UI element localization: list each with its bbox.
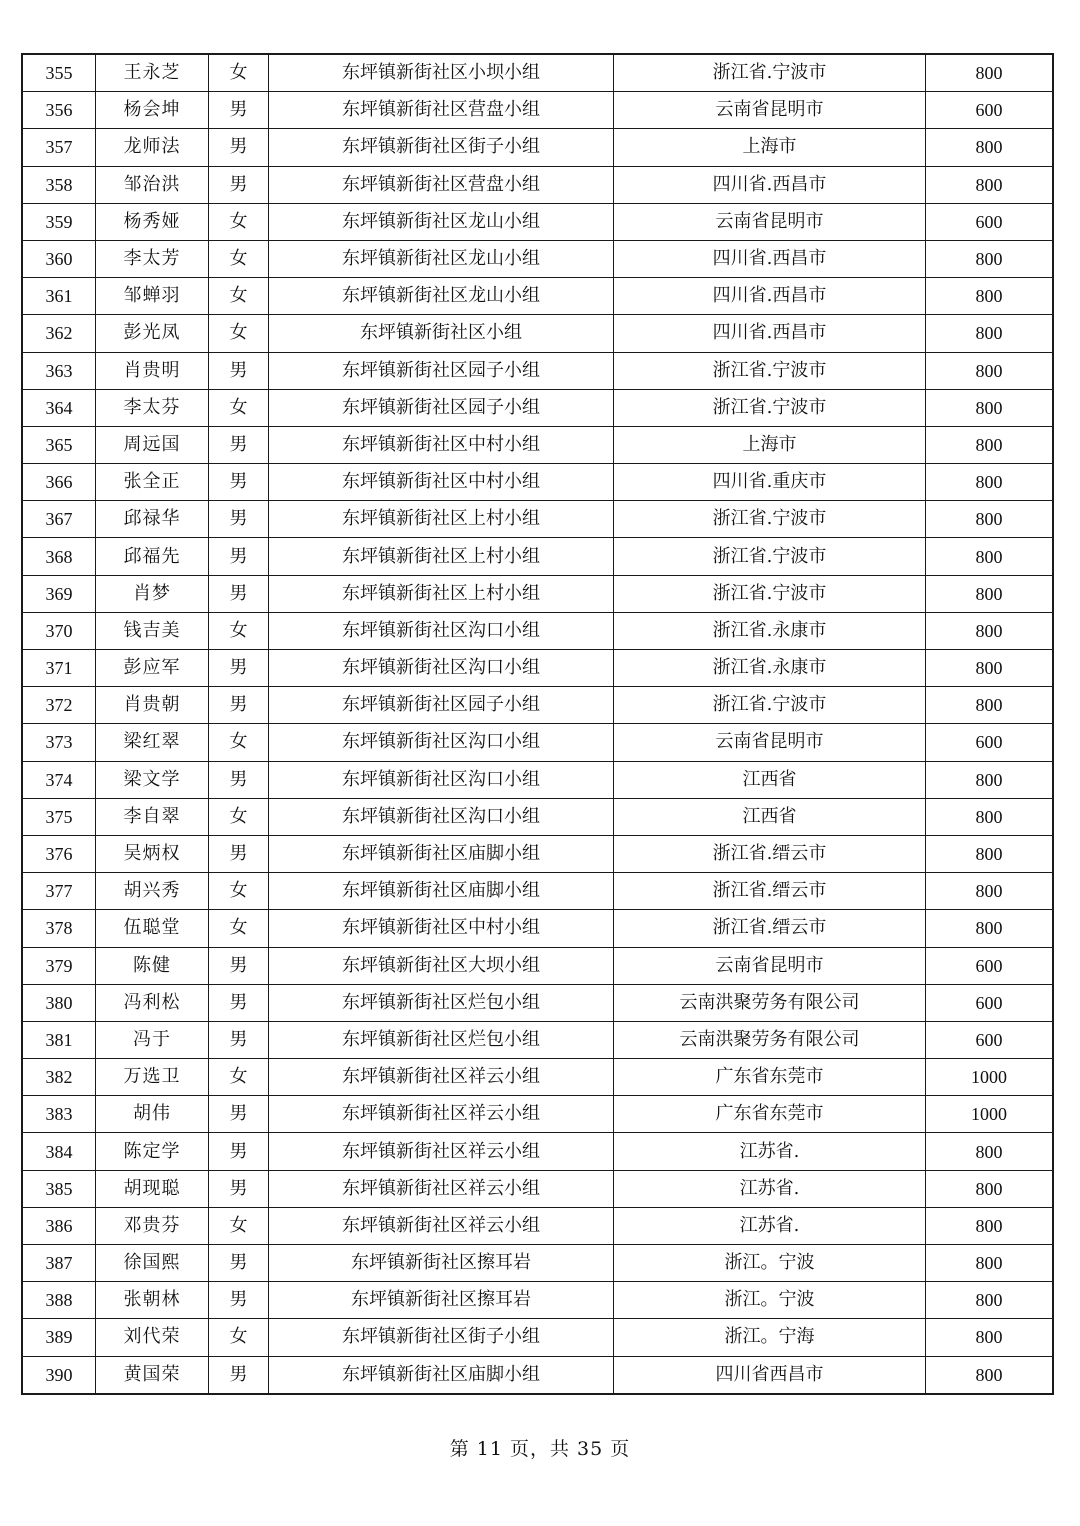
row-number-cell: 377: [22, 873, 96, 910]
table-row: [22, 278, 1053, 315]
home-address-cell: 东坪镇新街社区街子小组: [269, 1319, 614, 1356]
row-number-cell: 390: [22, 1356, 96, 1394]
person-name-cell: 周远国: [96, 426, 209, 463]
table-row: [22, 426, 1053, 463]
home-address-cell: 东坪镇新街社区沟口小组: [269, 798, 614, 835]
gender-cell: 男: [209, 761, 269, 798]
gender-cell: 男: [209, 687, 269, 724]
amount-cell: 800: [926, 612, 1054, 649]
gender-cell: 男: [209, 464, 269, 501]
person-name-cell: 杨会坤: [96, 92, 209, 129]
home-address-cell: 东坪镇新街社区龙山小组: [269, 203, 614, 240]
gender-cell: 男: [209, 984, 269, 1021]
gender-cell: 女: [209, 203, 269, 240]
row-number-cell: 360: [22, 240, 96, 277]
amount-cell: 800: [926, 687, 1054, 724]
work-destination-cell: 江苏省.: [614, 1207, 926, 1244]
person-name-cell: 伍聪堂: [96, 910, 209, 947]
home-address-cell: 东坪镇新街社区上村小组: [269, 575, 614, 612]
gender-cell: 女: [209, 1319, 269, 1356]
amount-cell: 600: [926, 92, 1054, 129]
work-destination-cell: 云南省昆明市: [614, 203, 926, 240]
amount-cell: 800: [926, 240, 1054, 277]
gender-cell: 女: [209, 389, 269, 426]
home-address-cell: 东坪镇新街社区龙山小组: [269, 278, 614, 315]
home-address-cell: 东坪镇新街社区营盘小组: [269, 92, 614, 129]
row-number-cell: 388: [22, 1282, 96, 1319]
amount-cell: 800: [926, 575, 1054, 612]
person-name-cell: 胡兴秀: [96, 873, 209, 910]
person-name-cell: 刘代荣: [96, 1319, 209, 1356]
home-address-cell: 东坪镇新街社区庙脚小组: [269, 835, 614, 872]
row-number-cell: 371: [22, 650, 96, 687]
gender-cell: 女: [209, 798, 269, 835]
table-row: [22, 1059, 1053, 1096]
amount-cell: 600: [926, 203, 1054, 240]
amount-cell: 800: [926, 1282, 1054, 1319]
amount-cell: 800: [926, 501, 1054, 538]
gender-cell: 男: [209, 129, 269, 166]
row-number-cell: 374: [22, 761, 96, 798]
table-row: [22, 54, 1053, 92]
gender-cell: 男: [209, 426, 269, 463]
person-name-cell: 彭光凤: [96, 315, 209, 352]
table-row: [22, 203, 1053, 240]
person-name-cell: 王永芝: [96, 54, 209, 92]
row-number-cell: 370: [22, 612, 96, 649]
work-destination-cell: 浙江省.宁波市: [614, 389, 926, 426]
work-destination-cell: 浙江。宁海: [614, 1319, 926, 1356]
table-row: [22, 1096, 1053, 1133]
person-name-cell: 张全正: [96, 464, 209, 501]
amount-cell: 800: [926, 761, 1054, 798]
gender-cell: 男: [209, 650, 269, 687]
person-name-cell: 龙师法: [96, 129, 209, 166]
gender-cell: 男: [209, 501, 269, 538]
work-destination-cell: 上海市: [614, 129, 926, 166]
amount-cell: 800: [926, 54, 1054, 92]
amount-cell: 800: [926, 798, 1054, 835]
table-row: [22, 92, 1053, 129]
amount-cell: 800: [926, 835, 1054, 872]
home-address-cell: 东坪镇新街社区祥云小组: [269, 1170, 614, 1207]
row-number-cell: 378: [22, 910, 96, 947]
amount-cell: 800: [926, 129, 1054, 166]
gender-cell: 男: [209, 352, 269, 389]
gender-cell: 女: [209, 1207, 269, 1244]
person-name-cell: 李太芬: [96, 389, 209, 426]
work-destination-cell: 上海市: [614, 426, 926, 463]
home-address-cell: 东坪镇新街社区祥云小组: [269, 1059, 614, 1096]
table-row: [22, 389, 1053, 426]
work-destination-cell: 浙江省.宁波市: [614, 538, 926, 575]
amount-cell: 600: [926, 724, 1054, 761]
person-name-cell: 李太芳: [96, 240, 209, 277]
gender-cell: 男: [209, 166, 269, 203]
gender-cell: 男: [209, 1245, 269, 1282]
work-destination-cell: 浙江省.永康市: [614, 650, 926, 687]
home-address-cell: 东坪镇新街社区园子小组: [269, 687, 614, 724]
row-number-cell: 356: [22, 92, 96, 129]
row-number-cell: 363: [22, 352, 96, 389]
person-name-cell: 黄国荣: [96, 1356, 209, 1394]
gender-cell: 女: [209, 612, 269, 649]
work-destination-cell: 四川省.西昌市: [614, 278, 926, 315]
work-destination-cell: 浙江省.缙云市: [614, 835, 926, 872]
row-number-cell: 381: [22, 1021, 96, 1058]
gender-cell: 女: [209, 315, 269, 352]
home-address-cell: 东坪镇新街社区祥云小组: [269, 1133, 614, 1170]
amount-cell: 800: [926, 1356, 1054, 1394]
home-address-cell: 东坪镇新街社区上村小组: [269, 501, 614, 538]
person-name-cell: 陈定学: [96, 1133, 209, 1170]
row-number-cell: 385: [22, 1170, 96, 1207]
person-name-cell: 杨秀娅: [96, 203, 209, 240]
table-row: [22, 315, 1053, 352]
work-destination-cell: 浙江省.宁波市: [614, 352, 926, 389]
amount-cell: 600: [926, 984, 1054, 1021]
work-destination-cell: 广东省东莞市: [614, 1059, 926, 1096]
person-name-cell: 冯于: [96, 1021, 209, 1058]
table-row: [22, 1282, 1053, 1319]
gender-cell: 女: [209, 278, 269, 315]
gender-cell: 男: [209, 575, 269, 612]
table-row: [22, 687, 1053, 724]
row-number-cell: 373: [22, 724, 96, 761]
home-address-cell: 东坪镇新街社区大坝小组: [269, 947, 614, 984]
work-destination-cell: 浙江。宁波: [614, 1282, 926, 1319]
row-number-cell: 372: [22, 687, 96, 724]
row-number-cell: 376: [22, 835, 96, 872]
row-number-cell: 357: [22, 129, 96, 166]
amount-cell: 800: [926, 1207, 1054, 1244]
person-name-cell: 李自翠: [96, 798, 209, 835]
row-number-cell: 387: [22, 1245, 96, 1282]
home-address-cell: 东坪镇新街社区中村小组: [269, 426, 614, 463]
home-address-cell: 东坪镇新街社区庙脚小组: [269, 1356, 614, 1394]
amount-cell: 600: [926, 1021, 1054, 1058]
gender-cell: 男: [209, 1282, 269, 1319]
page-footer: 第 11 页，共 35 页: [449, 1438, 631, 1460]
table-row: [22, 947, 1053, 984]
work-destination-cell: 四川省.西昌市: [614, 315, 926, 352]
home-address-cell: 东坪镇新街社区园子小组: [269, 352, 614, 389]
work-destination-cell: 云南洪聚劳务有限公司: [614, 1021, 926, 1058]
table-row: [22, 240, 1053, 277]
person-name-cell: 万选卫: [96, 1059, 209, 1096]
table-row: [22, 1207, 1053, 1244]
home-address-cell: 东坪镇新街社区沟口小组: [269, 724, 614, 761]
amount-cell: 600: [926, 947, 1054, 984]
home-address-cell: 东坪镇新街社区中村小组: [269, 464, 614, 501]
row-number-cell: 358: [22, 166, 96, 203]
amount-cell: 800: [926, 1170, 1054, 1207]
gender-cell: 女: [209, 54, 269, 92]
work-destination-cell: 江西省: [614, 798, 926, 835]
row-number-cell: 365: [22, 426, 96, 463]
gender-cell: 女: [209, 873, 269, 910]
home-address-cell: 东坪镇新街社区小坝小组: [269, 54, 614, 92]
amount-cell: 800: [926, 650, 1054, 687]
work-destination-cell: 浙江省.宁波市: [614, 501, 926, 538]
home-address-cell: 东坪镇新街社区中村小组: [269, 910, 614, 947]
amount-cell: 1000: [926, 1096, 1054, 1133]
table-row: [22, 538, 1053, 575]
work-destination-cell: 浙江。宁波: [614, 1245, 926, 1282]
row-number-cell: 382: [22, 1059, 96, 1096]
amount-cell: 800: [926, 352, 1054, 389]
work-destination-cell: 云南省昆明市: [614, 947, 926, 984]
work-destination-cell: 浙江省.缙云市: [614, 910, 926, 947]
person-name-cell: 胡现聪: [96, 1170, 209, 1207]
home-address-cell: 东坪镇新街社区小组: [269, 315, 614, 352]
row-number-cell: 368: [22, 538, 96, 575]
amount-cell: 800: [926, 873, 1054, 910]
gender-cell: 女: [209, 724, 269, 761]
amount-cell: 800: [926, 1133, 1054, 1170]
amount-cell: 800: [926, 166, 1054, 203]
amount-cell: 800: [926, 1245, 1054, 1282]
roster-table: [21, 53, 1054, 1395]
table-row: [22, 984, 1053, 1021]
table-row: [22, 501, 1053, 538]
row-number-cell: 355: [22, 54, 96, 92]
work-destination-cell: 四川省.重庆市: [614, 464, 926, 501]
row-number-cell: 364: [22, 389, 96, 426]
home-address-cell: 东坪镇新街社区龙山小组: [269, 240, 614, 277]
work-destination-cell: 浙江省.缙云市: [614, 873, 926, 910]
work-destination-cell: 云南省昆明市: [614, 724, 926, 761]
home-address-cell: 东坪镇新街社区擦耳岩: [269, 1245, 614, 1282]
gender-cell: 男: [209, 1096, 269, 1133]
table-row: [22, 352, 1053, 389]
person-name-cell: 张朝林: [96, 1282, 209, 1319]
work-destination-cell: 四川省.西昌市: [614, 166, 926, 203]
home-address-cell: 东坪镇新街社区祥云小组: [269, 1207, 614, 1244]
person-name-cell: 肖梦: [96, 575, 209, 612]
work-destination-cell: 浙江省.宁波市: [614, 575, 926, 612]
table-row: [22, 798, 1053, 835]
gender-cell: 男: [209, 1356, 269, 1394]
work-destination-cell: 四川省西昌市: [614, 1356, 926, 1394]
row-number-cell: 366: [22, 464, 96, 501]
work-destination-cell: 云南省昆明市: [614, 92, 926, 129]
table-row: [22, 873, 1053, 910]
person-name-cell: 肖贵朝: [96, 687, 209, 724]
work-destination-cell: 江西省: [614, 761, 926, 798]
row-number-cell: 379: [22, 947, 96, 984]
gender-cell: 男: [209, 1133, 269, 1170]
home-address-cell: 东坪镇新街社区街子小组: [269, 129, 614, 166]
table-row: [22, 575, 1053, 612]
gender-cell: 男: [209, 835, 269, 872]
table-row: [22, 1021, 1053, 1058]
gender-cell: 男: [209, 538, 269, 575]
row-number-cell: 375: [22, 798, 96, 835]
work-destination-cell: 云南洪聚劳务有限公司: [614, 984, 926, 1021]
home-address-cell: 东坪镇新街社区庙脚小组: [269, 873, 614, 910]
amount-cell: 1000: [926, 1059, 1054, 1096]
row-number-cell: 359: [22, 203, 96, 240]
person-name-cell: 邹蝉羽: [96, 278, 209, 315]
home-address-cell: 东坪镇新街社区烂包小组: [269, 984, 614, 1021]
table-row: [22, 1133, 1053, 1170]
amount-cell: 800: [926, 464, 1054, 501]
amount-cell: 800: [926, 538, 1054, 575]
row-number-cell: 380: [22, 984, 96, 1021]
table-row: [22, 724, 1053, 761]
work-destination-cell: 广东省东莞市: [614, 1096, 926, 1133]
table-row: [22, 1245, 1053, 1282]
person-name-cell: 徐国熙: [96, 1245, 209, 1282]
home-address-cell: 东坪镇新街社区沟口小组: [269, 761, 614, 798]
table-row: [22, 1356, 1053, 1394]
person-name-cell: 钱吉美: [96, 612, 209, 649]
person-name-cell: 吴炳权: [96, 835, 209, 872]
gender-cell: 男: [209, 1170, 269, 1207]
person-name-cell: 胡伟: [96, 1096, 209, 1133]
person-name-cell: 肖贵明: [96, 352, 209, 389]
person-name-cell: 冯利松: [96, 984, 209, 1021]
table-row: [22, 761, 1053, 798]
amount-cell: 800: [926, 278, 1054, 315]
table-row: [22, 1170, 1053, 1207]
gender-cell: 男: [209, 1021, 269, 1058]
gender-cell: 女: [209, 240, 269, 277]
person-name-cell: 梁红翠: [96, 724, 209, 761]
gender-cell: 女: [209, 910, 269, 947]
gender-cell: 男: [209, 947, 269, 984]
person-name-cell: 邓贵芬: [96, 1207, 209, 1244]
person-name-cell: 彭应军: [96, 650, 209, 687]
home-address-cell: 东坪镇新街社区营盘小组: [269, 166, 614, 203]
amount-cell: 800: [926, 910, 1054, 947]
roster-table-body: [22, 54, 1053, 1394]
person-name-cell: 梁文学: [96, 761, 209, 798]
row-number-cell: 386: [22, 1207, 96, 1244]
work-destination-cell: 江苏省.: [614, 1170, 926, 1207]
home-address-cell: 东坪镇新街社区擦耳岩: [269, 1282, 614, 1319]
row-number-cell: 362: [22, 315, 96, 352]
table-row: [22, 464, 1053, 501]
row-number-cell: 384: [22, 1133, 96, 1170]
row-number-cell: 369: [22, 575, 96, 612]
home-address-cell: 东坪镇新街社区园子小组: [269, 389, 614, 426]
work-destination-cell: 四川省.西昌市: [614, 240, 926, 277]
gender-cell: 男: [209, 92, 269, 129]
table-row: [22, 835, 1053, 872]
home-address-cell: 东坪镇新街社区沟口小组: [269, 650, 614, 687]
person-name-cell: 邱禄华: [96, 501, 209, 538]
amount-cell: 800: [926, 1319, 1054, 1356]
person-name-cell: 邱福先: [96, 538, 209, 575]
table-row: [22, 612, 1053, 649]
table-row: [22, 650, 1053, 687]
table-row: [22, 1319, 1053, 1356]
home-address-cell: 东坪镇新街社区上村小组: [269, 538, 614, 575]
table-row: [22, 910, 1053, 947]
work-destination-cell: 浙江省.永康市: [614, 612, 926, 649]
row-number-cell: 383: [22, 1096, 96, 1133]
home-address-cell: 东坪镇新街社区烂包小组: [269, 1021, 614, 1058]
table-row: [22, 166, 1053, 203]
person-name-cell: 陈健: [96, 947, 209, 984]
work-destination-cell: 江苏省.: [614, 1133, 926, 1170]
work-destination-cell: 浙江省.宁波市: [614, 54, 926, 92]
home-address-cell: 东坪镇新街社区祥云小组: [269, 1096, 614, 1133]
person-name-cell: 邹治洪: [96, 166, 209, 203]
row-number-cell: 361: [22, 278, 96, 315]
work-destination-cell: 浙江省.宁波市: [614, 687, 926, 724]
amount-cell: 800: [926, 315, 1054, 352]
amount-cell: 800: [926, 389, 1054, 426]
row-number-cell: 367: [22, 501, 96, 538]
amount-cell: 800: [926, 426, 1054, 463]
row-number-cell: 389: [22, 1319, 96, 1356]
gender-cell: 女: [209, 1059, 269, 1096]
home-address-cell: 东坪镇新街社区沟口小组: [269, 612, 614, 649]
table-row: [22, 129, 1053, 166]
